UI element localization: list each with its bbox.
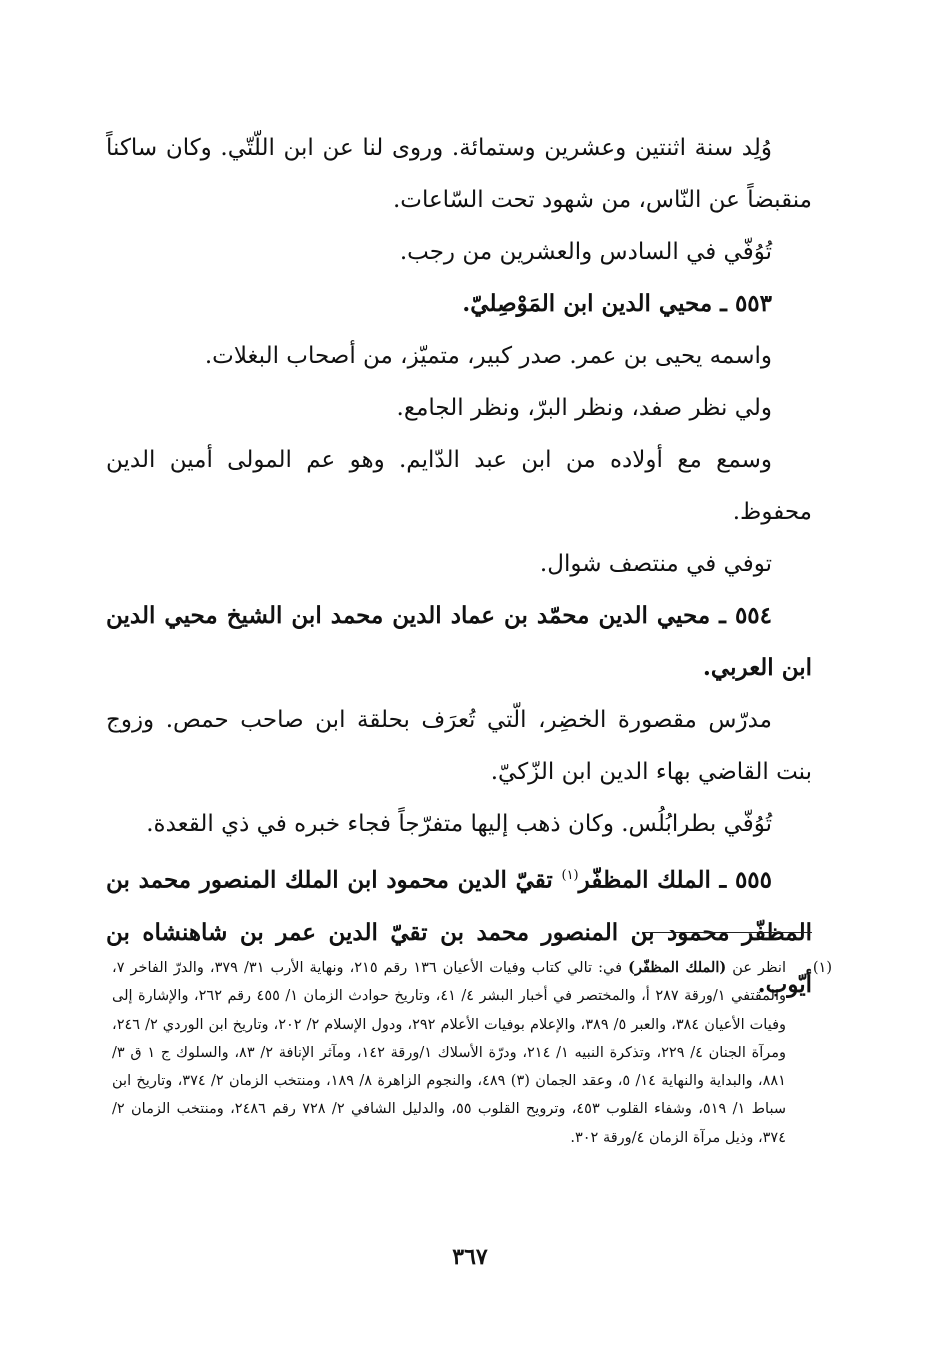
paragraph: تُوُفّي في السادس والعشرين من رجب. (399, 239, 772, 265)
paragraph: واسمه يحيى بن عمر. صدر كبير، متميّز، من أصحاب البغلات. (204, 343, 772, 369)
footnote-reference[interactable]: (١) (561, 868, 579, 883)
footnote-text: في: تالي كتاب وفيات الأعيان ١٣٦ رقم ٢١٥، ونهاية الأرب ٣١/ ٣٧٩، والدرّ الفاخر ٧، والمقتفي ١/ورقة ٢٨٧ أ، والمختصر في أخبار البشر ٤/ ٤١، وتاريخ حوادث الزمان ١/ ٤٥٥ رقم ٢٦٢، والإشارة إلى وفيات الأعيان ٣٨٤، والعبر ٥/ ٣٨٩، والإعلام بوفيات الأعلام ٢٩٢، ودول الإسلام ٢/ ٢٠٢، وتاريخ ابن الوردي ٢/ ٢٤٦، ومرآة الجنان ٤/ ٢٢٩، وتذكرة النبيه ١/ ٢١٤، ودرّة الأسلاك ١/ورقة ١٤٢، ومآثر الإنافة ٢/ ٨٣، والسلوك ج ١ ق ٣/ ٨٨١، والبداية والنهاية ١٤/ ٥، وعقد الجمان (٣) ٤٨٩، والنجوم الزاهرة ٨/ ١٨٩، ومنتخب الزمان ٢/ ٣٧٤، وتاريخ ابن سباط ١/ ٥١٩، وشفاء القلوب ٤٥٣، وترويح القلوب ٥٥، والدليل الشافي ٢/ ٧٢٨ رقم ٢٤٨٦، ومنتخب الزمان ٢/ ٣٧٤، وذيل مرآة الزمان ٤/ورقة ٣٠٢. (112, 960, 787, 1146)
footnote-divider (642, 932, 812, 933)
footnote (112, 954, 832, 1152)
entry-555-title-rest: تقيّ الدين محمود ابن الملك المنصور محمد بن المظفّر محمود بن المنصور محمد بن تقيّ الدين عمر بن شاهنشاه بن أيّوب. (106, 866, 812, 998)
paragraph: مدرّس مقصورة الخضِر، الّتي تُعرَف بحلقة ابن صاحب حمص. وزوج بنت القاضي بهاء الدين ابن الزّكيّ. (106, 707, 812, 785)
footnote-lead: انظر عن (726, 960, 786, 976)
footnote-label: (١) (812, 960, 832, 976)
page-number: ٣٦٧ (452, 1244, 488, 1270)
main-text (106, 122, 812, 1011)
paragraph: توفي في منتصف شوال. (539, 551, 772, 577)
entry-554-title: ٥٥٤ ـ محيي الدين محمّد بن عماد الدين محمد ابن الشيخ محيي الدين ابن العربي. (106, 602, 812, 681)
entry-555-title-start: ٥٥٥ ـ الملك المظفّر (578, 866, 772, 894)
entry-553-title: ٥٥٣ ـ محيي الدين ابن المَوْصِليّ. (462, 290, 772, 317)
paragraph: وُلِد سنة اثنتين وعشرين وستمائة. وروى لنا عن ابن اللّتّي. وكان ساكناً منقبضاً عن النّاس، من شهود تحت السّاعات. (106, 135, 812, 213)
footnote-term: (الملك المظفّر) (628, 959, 727, 976)
paragraph: ولي نظر صفد، ونظر البرّ، ونظر الجامع. (396, 395, 772, 421)
paragraph: تُوُفّي بطرابُلُس. وكان ذهب إليها متفرّجاً فجاء خبره في ذي القعدة. (146, 811, 772, 837)
footnote-body (112, 954, 786, 1152)
paragraph: وسمع مع أولاده من ابن عبد الدّايم. وهو عم المولى أمين الدين محفوظ. (106, 447, 812, 525)
